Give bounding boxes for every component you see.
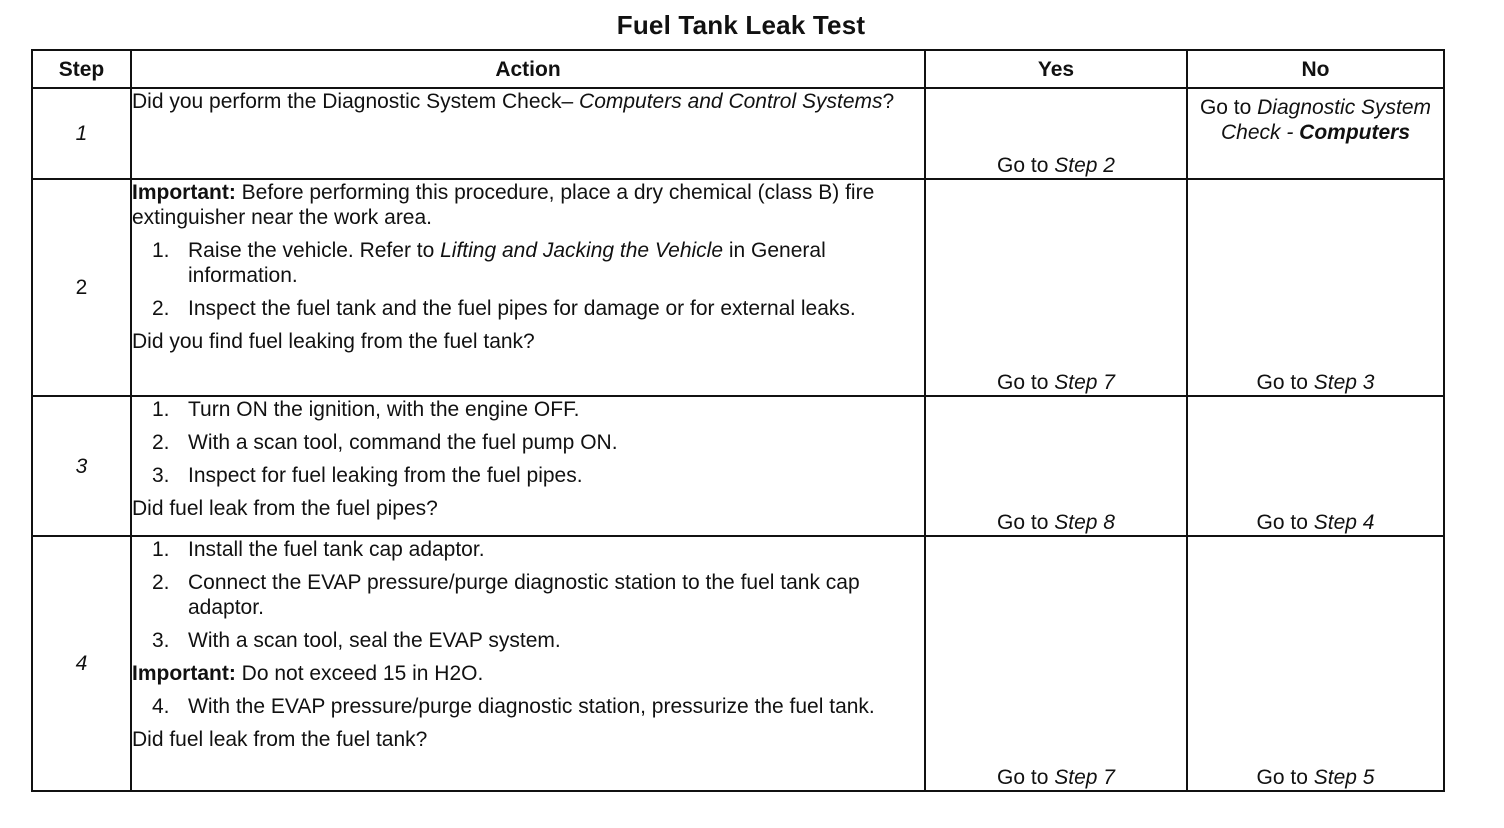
yes-cell: Go to Step 2 [925, 88, 1187, 179]
yes-cell: Go to Step 7 [925, 179, 1187, 396]
no-step-link[interactable]: Step 5 [1313, 766, 1375, 789]
no-cell: Go to Diagnostic System Check - Computers [1187, 88, 1444, 179]
step-number: 1 [32, 88, 131, 179]
doc-reference: Computers and Control Systems [579, 90, 883, 113]
page-title: Fuel Tank Leak Test [616, 10, 866, 40]
action-cell [131, 536, 925, 791]
header-row [32, 50, 1444, 88]
header-yes: Yes [925, 50, 1187, 88]
list-item: 1. Raise the vehicle. Refer to Lifting and Jacking the Vehicle in General information. [152, 239, 826, 287]
list-item: 3. With a scan tool, seal the EVAP system. [152, 629, 561, 652]
yes-step-link[interactable]: Step 2 [1054, 154, 1115, 177]
table-row [32, 396, 1444, 536]
list-item: 1. Turn ON the ignition, with the engine OFF. [152, 398, 580, 421]
list-item: 2. With a scan tool, command the fuel pump ON. [152, 431, 618, 454]
yes-step-link[interactable]: Step 8 [1054, 511, 1115, 534]
no-doc-link-bold[interactable]: Computers [1299, 121, 1411, 144]
header-action: Action [131, 50, 925, 88]
table-row [32, 536, 1444, 791]
doc-reference: Lifting and Jacking the Vehicle [440, 239, 724, 262]
yes-step-link[interactable]: Step 7 [1054, 371, 1115, 394]
action-cell [131, 396, 925, 536]
header-no: No [1187, 50, 1444, 88]
important-label: Important: [132, 181, 236, 204]
no-step-link[interactable]: Step 3 [1313, 371, 1375, 394]
question-text: Did fuel leak from the fuel pipes? [132, 497, 438, 520]
no-cell: Go to Step 5 [1187, 536, 1444, 791]
header-step: Step [32, 50, 131, 88]
yes-cell: Go to Step 7 [925, 536, 1187, 791]
step-number: 4 [32, 536, 131, 791]
step-number: 3 [32, 396, 131, 536]
no-doc-link[interactable]: Diagnostic System Check - [1220, 96, 1432, 144]
important-label: Important: [132, 662, 236, 685]
list-item: 4. With the EVAP pressure/purge diagnostic station, pressurize the fuel tank. [152, 695, 875, 718]
no-cell: Go to Step 4 [1187, 396, 1444, 536]
important-note: Important: Before performing this procedure, place a dry chemical (class B) fire extinguisher near the work area. [132, 181, 875, 229]
action-cell [131, 88, 925, 179]
list-item: 2. Connect the EVAP pressure/purge diagnostic station to the fuel tank cap adaptor. [152, 571, 860, 619]
table-row [32, 88, 1444, 179]
table-row [32, 179, 1444, 396]
question-text: Did you perform the Diagnostic System Check– Computers and Control Systems? [132, 90, 895, 113]
yes-step-link[interactable]: Step 7 [1054, 766, 1115, 789]
action-cell [131, 179, 925, 396]
question-text: Did you find fuel leaking from the fuel tank? [132, 330, 535, 353]
important-note: Important: Do not exceed 15 in H2O. [132, 662, 484, 685]
list-item: 2. Inspect the fuel tank and the fuel pipes for damage or for external leaks. [152, 297, 856, 320]
question-text: Did fuel leak from the fuel tank? [132, 728, 428, 751]
no-step-link[interactable]: Step 4 [1313, 511, 1375, 534]
yes-cell: Go to Step 8 [925, 396, 1187, 536]
list-item: 1. Install the fuel tank cap adaptor. [152, 538, 485, 561]
no-cell: Go to Step 3 [1187, 179, 1444, 396]
step-number: 2 [32, 179, 131, 396]
list-item: 3. Inspect for fuel leaking from the fuel pipes. [152, 464, 583, 487]
fuel-tank-leak-test-table [31, 49, 1445, 792]
